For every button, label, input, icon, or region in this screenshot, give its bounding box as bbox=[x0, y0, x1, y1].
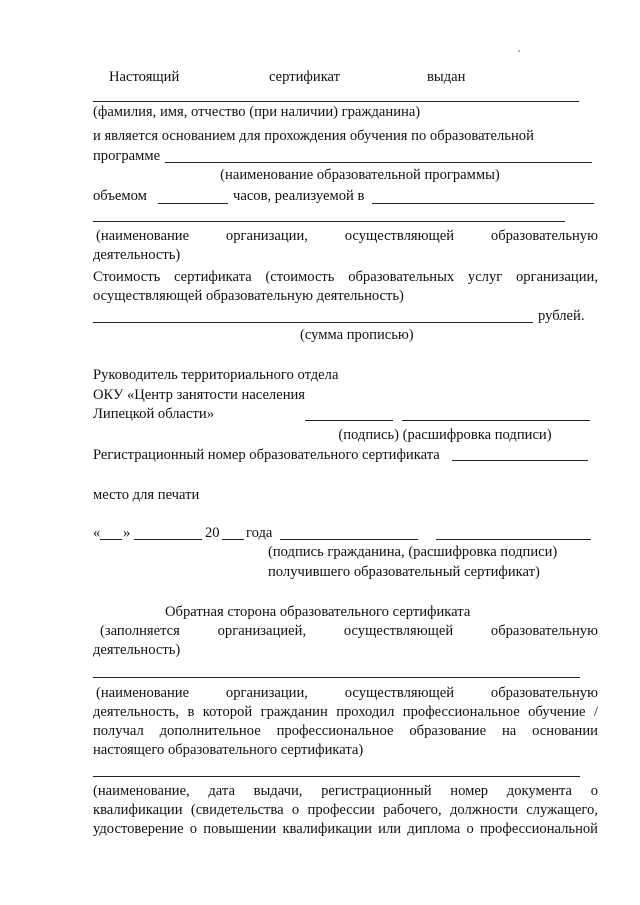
document-line1: (наименование, дата выдачи, регистрационный номер документа о bbox=[93, 783, 598, 799]
hours-blank bbox=[158, 203, 228, 204]
org-blank bbox=[372, 203, 594, 204]
hours-label: часов, реализуемой в bbox=[233, 188, 365, 204]
program-caption: (наименование образовательной программы) bbox=[220, 167, 500, 183]
reverse-fill-line1: (заполняется организацией, осуществляющей образовательную bbox=[100, 623, 598, 639]
stamp-place: место для печати bbox=[93, 487, 200, 503]
head-signature-line bbox=[305, 420, 393, 421]
date-close-quote: » bbox=[123, 525, 131, 541]
document-line3: удостоверение о повышении квалификации или диплома о профессиональной bbox=[93, 821, 598, 837]
citizen-sign-caption2: получившего образовательный сертификат) bbox=[268, 564, 540, 580]
cost-line2: осуществляющей образовательную деятельность) bbox=[93, 288, 404, 304]
cost-line1: Стоимость сертификата (стоимость образовательных услуг организации, bbox=[93, 269, 598, 285]
head-line3: Липецкой области» bbox=[93, 406, 214, 422]
reverse-org-line4: настоящего образовательного сертификата) bbox=[93, 742, 364, 758]
scan-speck bbox=[518, 50, 520, 52]
reverse-org-line2: деятельность, в которой гражданин проходил профессиональное обучение / bbox=[93, 704, 598, 720]
citizen-decode-line bbox=[436, 539, 591, 540]
citizen-caption: (фамилия, имя, отчество (при наличии) гражданина) bbox=[93, 104, 421, 120]
basis-text: и является основанием для прохождения обучения по образовательной bbox=[93, 128, 534, 144]
sum-caption: (сумма прописью) bbox=[300, 327, 414, 343]
volume-label: объемом bbox=[93, 188, 147, 204]
date-day-blank bbox=[100, 539, 122, 540]
program-line bbox=[165, 162, 592, 163]
header-word-present: Настоящий bbox=[109, 69, 180, 85]
rubles-label: рублей. bbox=[538, 308, 585, 324]
header-word-certificate: сертификат bbox=[269, 69, 341, 85]
reg-number-line bbox=[452, 460, 588, 461]
reverse-org-line bbox=[93, 677, 580, 678]
year-suffix: года bbox=[246, 525, 273, 541]
head-line2: ОКУ «Центр занятости населения bbox=[93, 387, 306, 403]
header-word-issued: выдан bbox=[427, 69, 466, 85]
reverse-org-line1: (наименование организации, осуществляющей образовательную bbox=[96, 685, 598, 701]
reg-number-label: Регистрационный номер образовательного сертификата bbox=[93, 447, 440, 463]
reverse-title: Обратная сторона образовательного сертификата bbox=[165, 604, 471, 620]
document-line2: квалификации (свидетельства о профессии рабочего, должности служащего, bbox=[93, 802, 598, 818]
citizen-signature-line bbox=[280, 539, 418, 540]
org-name-line bbox=[93, 221, 565, 222]
org-caption-line2: деятельность) bbox=[93, 247, 181, 263]
org-caption-line1: (наименование организации, осуществляющей образовательную bbox=[96, 228, 598, 244]
document-line bbox=[93, 776, 580, 777]
date-year-blank bbox=[222, 539, 244, 540]
head-line1: Руководитель территориального отдела bbox=[93, 367, 339, 383]
citizen-sign-caption1: (подпись гражданина, (расшифровка подписи) bbox=[268, 544, 558, 560]
reverse-org-line3: получал дополнительное профессиональное образование на основании bbox=[93, 723, 598, 739]
signature-caption: (подпись) (расшифровка подписи) bbox=[338, 427, 552, 443]
cost-sum-line bbox=[93, 322, 533, 323]
program-label: программе bbox=[93, 148, 161, 164]
date-open-quote: « bbox=[93, 525, 101, 541]
head-decode-line bbox=[402, 420, 590, 421]
reverse-fill-line2: деятельность) bbox=[93, 642, 181, 658]
year-prefix: 20 bbox=[205, 525, 220, 541]
citizen-name-line bbox=[93, 101, 579, 102]
date-month-blank bbox=[134, 539, 202, 540]
